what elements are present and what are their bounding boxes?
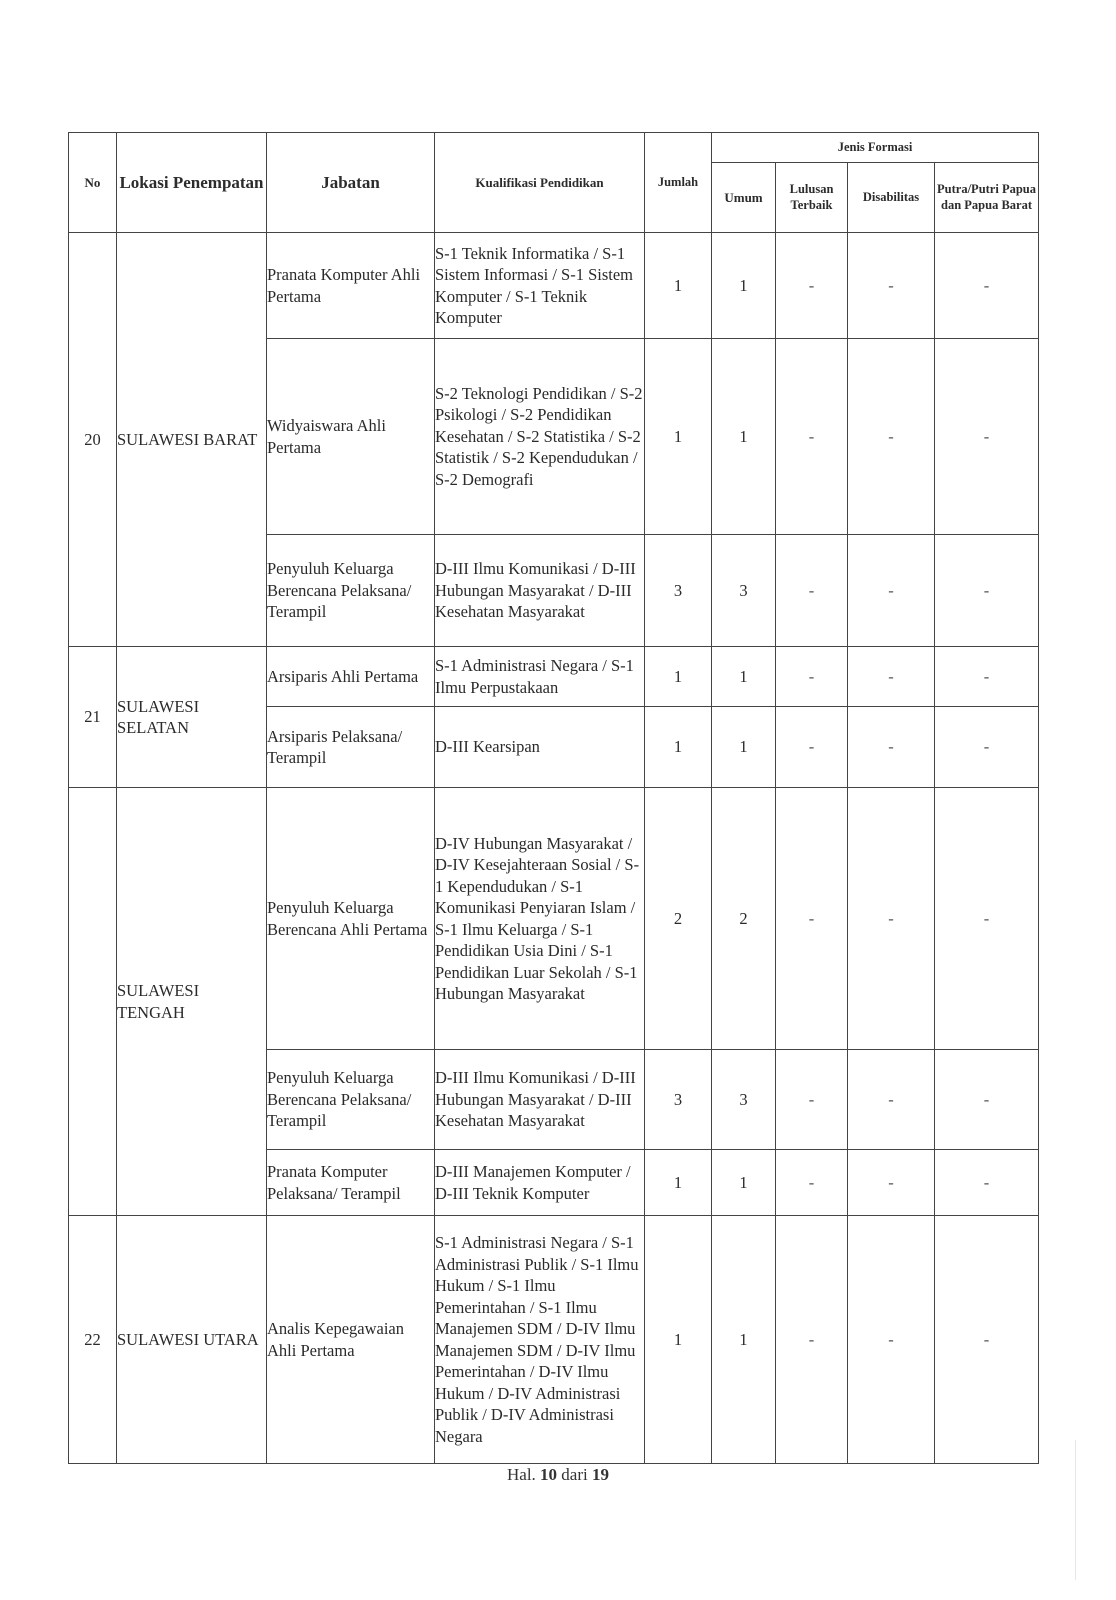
header-jenis-formasi: Jenis Formasi bbox=[712, 133, 1039, 163]
row-disabilitas: - bbox=[848, 339, 935, 535]
row-umum: 1 bbox=[712, 1216, 776, 1464]
row-umum: 3 bbox=[712, 535, 776, 647]
row-no: 21 bbox=[69, 647, 117, 788]
row-lulusan: - bbox=[776, 233, 848, 339]
table-row bbox=[69, 647, 1039, 707]
row-jabatan: Widyaiswara Ahli Pertama bbox=[267, 339, 435, 535]
row-papua: - bbox=[935, 1050, 1039, 1150]
row-kualifikasi: S-2 Teknologi Pendidikan / S-2 Psikologi / S-2 Pendidikan Kesehatan / S-2 Statistika / S-2 Statistik / S-2 Kependudukan / S-2 Demografi bbox=[435, 339, 645, 535]
row-no bbox=[69, 788, 117, 1216]
row-umum: 1 bbox=[712, 647, 776, 707]
row-lokasi: SULAWESI UTARA bbox=[117, 1216, 267, 1464]
row-umum: 1 bbox=[712, 233, 776, 339]
row-jumlah: 1 bbox=[645, 1216, 712, 1464]
row-umum: 1 bbox=[712, 339, 776, 535]
row-papua: - bbox=[935, 707, 1039, 788]
row-papua: - bbox=[935, 1216, 1039, 1464]
row-lokasi: SULAWESI TENGAH bbox=[117, 788, 267, 1216]
row-lulusan: - bbox=[776, 1216, 848, 1464]
row-kualifikasi: D-III Ilmu Komunikasi / D-III Hubungan Masyarakat / D-III Kesehatan Masyarakat bbox=[435, 1050, 645, 1150]
row-disabilitas: - bbox=[848, 707, 935, 788]
footer-total-pages: 19 bbox=[591, 1465, 609, 1484]
row-lokasi: SULAWESI BARAT bbox=[117, 233, 267, 647]
row-umum: 2 bbox=[712, 788, 776, 1050]
row-jumlah: 1 bbox=[645, 647, 712, 707]
formasi-table bbox=[68, 132, 1039, 1464]
row-lulusan: - bbox=[776, 788, 848, 1050]
row-lulusan: - bbox=[776, 1050, 848, 1150]
row-disabilitas: - bbox=[848, 1150, 935, 1216]
row-jabatan: Penyuluh Keluarga Berencana Ahli Pertama bbox=[267, 788, 435, 1050]
row-jumlah: 3 bbox=[645, 1050, 712, 1150]
header-papua: Putra/Putri Papua dan Papua Barat bbox=[935, 163, 1039, 233]
row-papua: - bbox=[935, 233, 1039, 339]
header-lulusan-terbaik: Lulusan Terbaik bbox=[776, 163, 848, 233]
table-row bbox=[69, 1216, 1039, 1464]
row-jumlah: 1 bbox=[645, 233, 712, 339]
row-papua: - bbox=[935, 339, 1039, 535]
row-jumlah: 1 bbox=[645, 1150, 712, 1216]
row-jumlah: 1 bbox=[645, 707, 712, 788]
table-row bbox=[69, 788, 1039, 1050]
row-jabatan: Analis Kepegawaian Ahli Pertama bbox=[267, 1216, 435, 1464]
row-kualifikasi: S-1 Administrasi Negara / S-1 Administrasi Publik / S-1 Ilmu Hukum / S-1 Ilmu Pemerintahan / S-1 Ilmu Manajemen SDM / D-IV Ilmu Manajemen SDM / D-IV Ilmu Pemerintahan / D-IV Ilmu Hukum / D-IV Administrasi Publik / D-IV Administrasi Negara bbox=[435, 1216, 645, 1464]
header-kualifikasi: Kualifikasi Pendidikan bbox=[435, 133, 645, 233]
row-jabatan: Arsiparis Pelaksana/ Terampil bbox=[267, 707, 435, 788]
row-jumlah: 2 bbox=[645, 788, 712, 1050]
row-lulusan: - bbox=[776, 647, 848, 707]
row-no: 20 bbox=[69, 233, 117, 647]
header-lokasi: Lokasi Penempatan bbox=[117, 133, 267, 233]
row-lokasi: SULAWESI SELATAN bbox=[117, 647, 267, 788]
row-disabilitas: - bbox=[848, 233, 935, 339]
row-no: 22 bbox=[69, 1216, 117, 1464]
row-jabatan: Penyuluh Keluarga Berencana Pelaksana/ Terampil bbox=[267, 535, 435, 647]
row-umum: 3 bbox=[712, 1050, 776, 1150]
row-papua: - bbox=[935, 788, 1039, 1050]
row-kualifikasi: D-III Manajemen Komputer / D-III Teknik Komputer bbox=[435, 1150, 645, 1216]
row-jabatan: Penyuluh Keluarga Berencana Pelaksana/ Terampil bbox=[267, 1050, 435, 1150]
header-jumlah: Jumlah bbox=[645, 133, 712, 233]
header-disabilitas: Disabilitas bbox=[848, 163, 935, 233]
row-lulusan: - bbox=[776, 1150, 848, 1216]
row-papua: - bbox=[935, 1150, 1039, 1216]
row-papua: - bbox=[935, 535, 1039, 647]
row-kualifikasi: S-1 Teknik Informatika / S-1 Sistem Informasi / S-1 Sistem Komputer / S-1 Teknik Komputer bbox=[435, 233, 645, 339]
footer-page-number: 10 bbox=[540, 1465, 558, 1484]
header-no: No bbox=[69, 133, 117, 233]
row-disabilitas: - bbox=[848, 535, 935, 647]
table-row bbox=[69, 233, 1039, 339]
row-jabatan: Pranata Komputer Ahli Pertama bbox=[267, 233, 435, 339]
row-kualifikasi: D-IV Hubungan Masyarakat / D-IV Kesejahteraan Sosial / S-1 Kependudukan / S-1 Komunikasi Penyiaran Islam / S-1 Ilmu Keluarga / S-1 Pendidikan Usia Dini / S-1 Pendidikan Luar Sekolah / S-1 Hubungan Masyarakat bbox=[435, 788, 645, 1050]
row-disabilitas: - bbox=[848, 647, 935, 707]
scan-edge-line bbox=[1075, 1440, 1076, 1580]
row-jabatan: Arsiparis Ahli Pertama bbox=[267, 647, 435, 707]
row-kualifikasi: S-1 Administrasi Negara / S-1 Ilmu Perpustakaan bbox=[435, 647, 645, 707]
row-umum: 1 bbox=[712, 1150, 776, 1216]
row-kualifikasi: D-III Ilmu Komunikasi / D-III Hubungan Masyarakat / D-III Kesehatan Masyarakat bbox=[435, 535, 645, 647]
header-umum: Umum bbox=[712, 163, 776, 233]
row-kualifikasi: D-III Kearsipan bbox=[435, 707, 645, 788]
row-disabilitas: - bbox=[848, 788, 935, 1050]
row-disabilitas: - bbox=[848, 1050, 935, 1150]
footer-prefix: Hal. bbox=[507, 1465, 536, 1484]
footer-middle: dari bbox=[561, 1465, 588, 1484]
row-papua: - bbox=[935, 647, 1039, 707]
row-jumlah: 3 bbox=[645, 535, 712, 647]
header-jabatan: Jabatan bbox=[267, 133, 435, 233]
row-jabatan: Pranata Komputer Pelaksana/ Terampil bbox=[267, 1150, 435, 1216]
row-lulusan: - bbox=[776, 707, 848, 788]
row-jumlah: 1 bbox=[645, 339, 712, 535]
row-disabilitas: - bbox=[848, 1216, 935, 1464]
row-lulusan: - bbox=[776, 339, 848, 535]
row-umum: 1 bbox=[712, 707, 776, 788]
row-lulusan: - bbox=[776, 535, 848, 647]
page-footer bbox=[0, 1465, 1116, 1485]
